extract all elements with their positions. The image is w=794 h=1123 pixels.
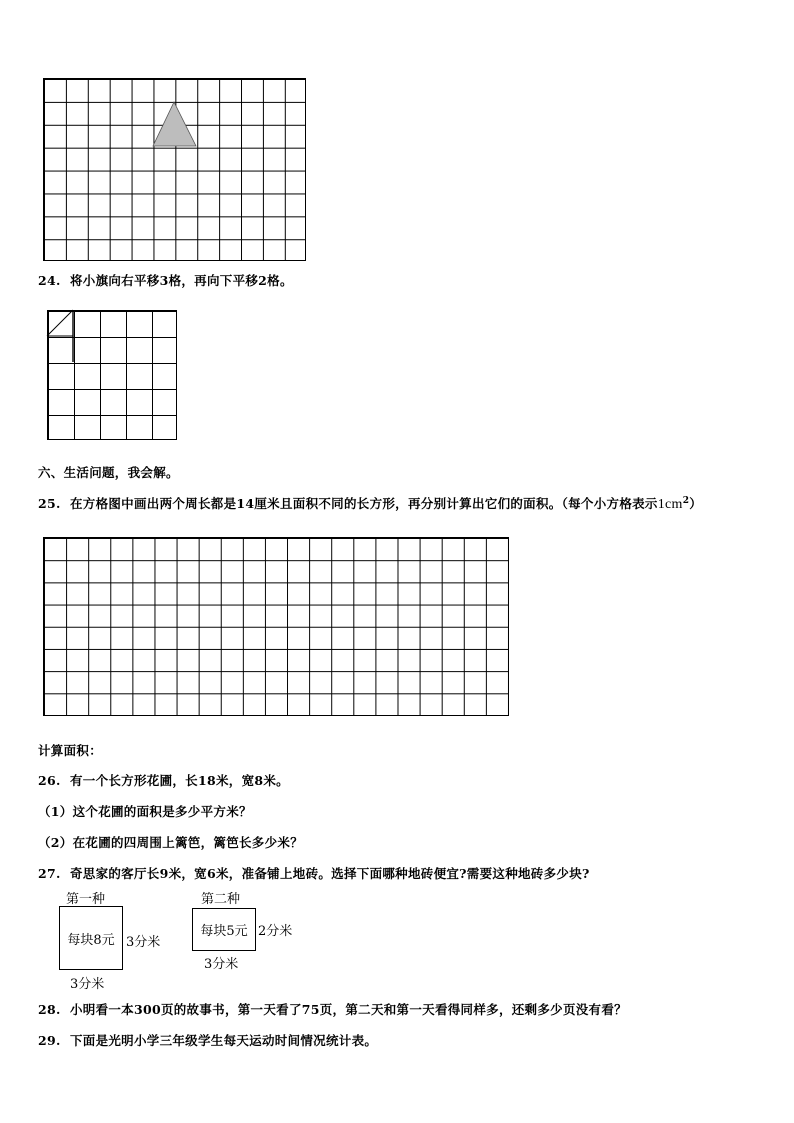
close-paren: ） xyxy=(689,496,703,511)
question-number: 26. xyxy=(38,773,61,788)
section-title: 六、生活问题，我会解。 xyxy=(38,465,179,480)
question-text: 有一个长方形花圃，长18米，宽8米。 xyxy=(69,773,289,788)
question-text: 下面是光明小学三年级学生每天运动时间情况统计表。 xyxy=(69,1033,378,1048)
question-26-sub1: （1）这个花圃的面积是多少平方米？ xyxy=(38,804,252,819)
question-text: 小明看一本300页的故事书，第一天看了75页，第二天和第一天看得同样多，还剩多少页没有看？ xyxy=(69,1002,627,1017)
tile2-box xyxy=(192,908,256,951)
question-text: 将小旗向右平移3格，再向下平移2格。 xyxy=(69,273,293,288)
unit-cm: 1cm xyxy=(657,497,683,512)
tile2-side: 2分米 xyxy=(258,924,293,939)
question-25 xyxy=(38,494,702,513)
tile1-price: 每块8元 xyxy=(67,932,115,948)
question-24 xyxy=(38,271,293,289)
triangle-shape xyxy=(150,100,200,150)
calc-area-label: 计算面积： xyxy=(38,743,103,758)
tile2-bottom: 3分米 xyxy=(204,957,239,972)
tile1-box xyxy=(59,906,123,970)
question-29 xyxy=(38,1031,377,1049)
tile1-bottom: 3分米 xyxy=(70,977,105,992)
tile2-price: 每块5元 xyxy=(200,924,248,939)
question-number: 25. xyxy=(38,496,61,511)
question-number: 27. xyxy=(38,866,61,881)
tile1-side: 3分米 xyxy=(126,935,161,950)
question-number: 24. xyxy=(38,273,61,288)
question-number: 28. xyxy=(38,1002,61,1017)
flag-shape xyxy=(46,309,76,363)
question-26-sub2: （2）在花圃的四周围上篱笆，篱笆长多少米？ xyxy=(38,835,303,850)
question-text: 在方格图中画出两个周长都是14厘米且面积不同的长方形，再分别计算出它们的面积。（每个小方格表示 xyxy=(69,496,658,511)
question-27 xyxy=(38,864,590,882)
unit-exponent: 2 xyxy=(682,495,690,506)
question-26 xyxy=(38,771,289,789)
tile2-title: 第二种 xyxy=(201,892,241,907)
drawing-grid xyxy=(43,537,509,716)
tile1-title: 第一种 xyxy=(66,892,106,907)
question-text: 奇思家的客厅长9米，宽6米，准备铺上地砖。选择下面哪种地砖便宜?需要这种地砖多少块? xyxy=(69,866,590,881)
question-number: 29. xyxy=(38,1033,61,1048)
question-28 xyxy=(38,1000,627,1018)
